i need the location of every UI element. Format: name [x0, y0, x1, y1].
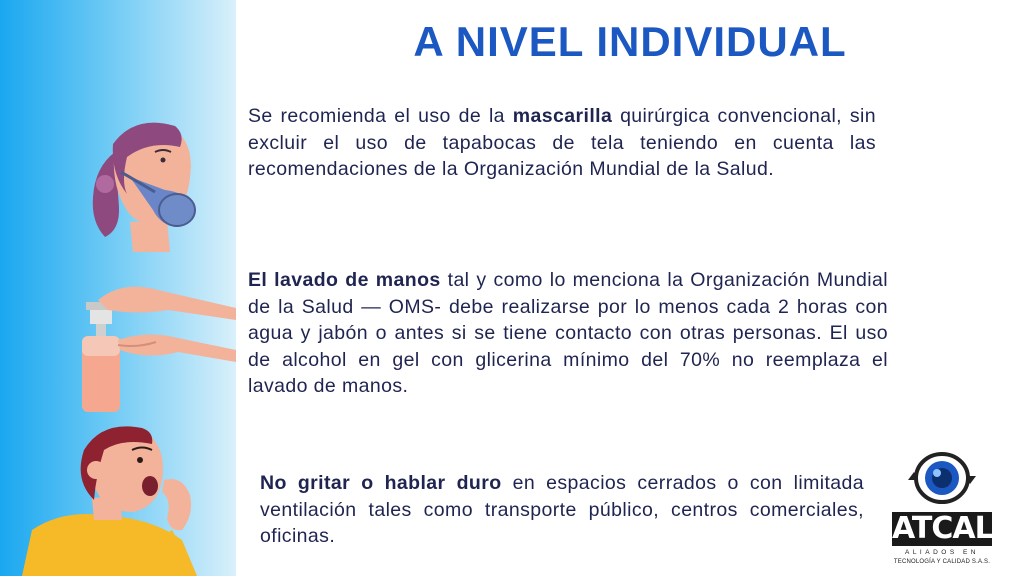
logo-tagline-1: ALIADOS EN — [904, 549, 979, 556]
paragraph-lavado-manos — [248, 267, 888, 400]
p3-text-post: en espacios cerrados o con limitada ventilación tales como transporte público, centros comerciales, oficinas. — [260, 472, 864, 547]
p3-bold: No gritar o hablar duro — [260, 472, 502, 494]
logo-name: ATCAL — [892, 511, 993, 546]
p1-text-post: quirúrgica convencional, sin excluir el uso de tapabocas de tela teniendo en cuenta las recomendaciones de la Organización Mundial de la Salud. — [248, 105, 876, 180]
paragraph-no-gritar — [260, 470, 864, 550]
logo-tagline-2: TECNOLOGÍA Y CALIDAD S.A.S. — [893, 559, 991, 565]
paragraph-mascarilla — [248, 103, 876, 183]
page-title: A NIVEL INDIVIDUAL — [413, 18, 847, 65]
hand-sanitizer-illustration — [78, 280, 236, 415]
p2-text-post: tal y como lo menciona la Organización Mundial de la Salud — OMS- debe realizarse por lo menos cada 2 horas con agua y jabón o antes si se tiene contacto con otras personas. El uso de alcohol en gel con glicerina mínimo del 70% no reemplaza el lavado de manos. — [248, 269, 888, 397]
woman-mask-illustration — [75, 112, 205, 252]
p1-text-pre: Se recomienda el uso de la — [248, 105, 513, 127]
shouting-woman-illustration — [22, 420, 222, 576]
p2-bold: El lavado de manos — [248, 269, 441, 291]
p1-bold: mascarilla — [512, 105, 613, 127]
